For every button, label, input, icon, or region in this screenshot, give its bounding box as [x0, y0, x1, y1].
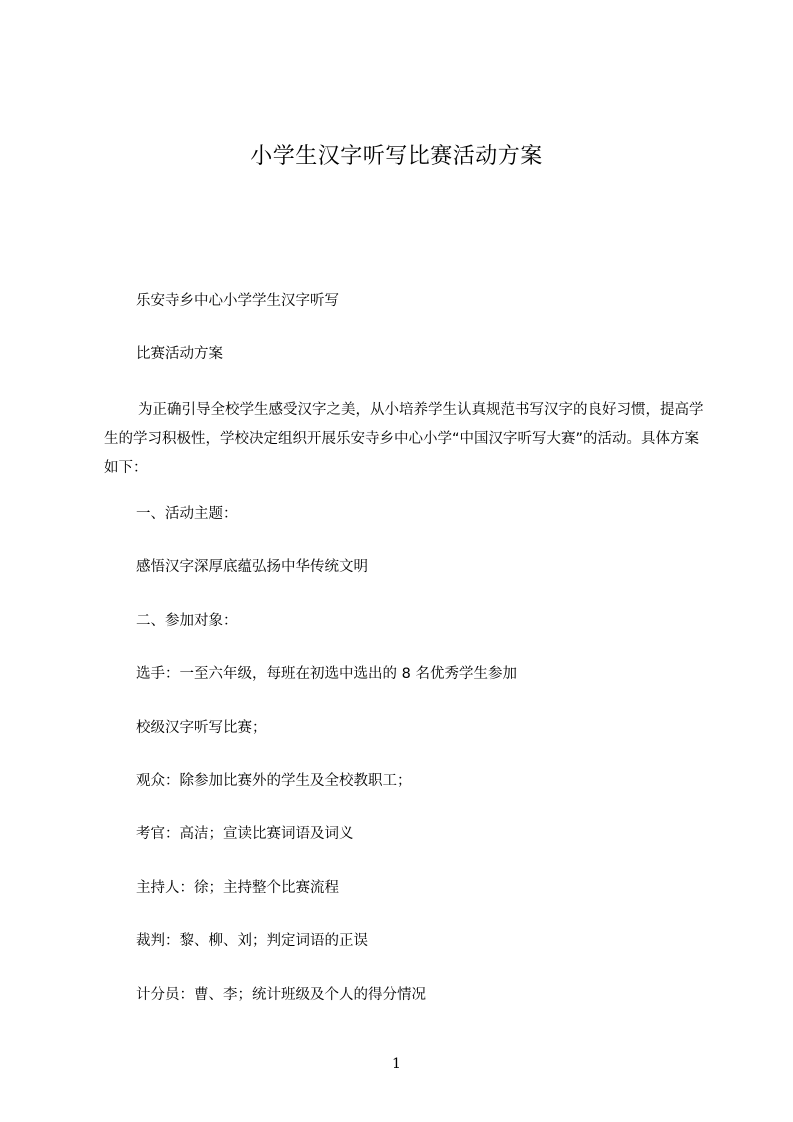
- examiner-line: 考官：高洁；宣读比赛词语及词义: [136, 826, 354, 842]
- section-2-heading: 二、参加对象：: [136, 613, 238, 629]
- heading-line-1: 乐安寺乡中心小学学生汉字听写: [136, 293, 339, 309]
- page-number: 1: [392, 1056, 401, 1072]
- audience-line: 观众：除参加比赛外的学生及全校教职工；: [136, 773, 412, 789]
- document-title: 小学生汉字听写比赛活动方案: [250, 144, 543, 169]
- players-line-2: 校级汉字听写比赛；: [136, 720, 267, 736]
- players-line-1: 选手：一至六年级，每班在初选中选出的 8 名优秀学生参加: [136, 666, 517, 682]
- judges-line: 裁判：黎、柳、刘；判定词语的正误: [136, 933, 368, 949]
- host-line: 主持人：徐；主持整个比赛流程: [136, 880, 339, 896]
- scorers-line: 计分员：曹、李；统计班级及个人的得分情况: [136, 987, 426, 1003]
- intro-paragraph: 为正确引导全校学生感受汉字之美，从小培养学生认真规范书写汉字的良好习惯，提高学生的学习积极性，学校决定组织开展乐安寺乡中心小学“中国汉字听写大赛”的活动。具体方案如下：: [104, 402, 704, 476]
- section-1-heading: 一、活动主题：: [136, 506, 238, 522]
- section-1-text: 感悟汉字深厚底蕴弘扬中华传统文明: [136, 559, 368, 575]
- heading-line-2: 比赛活动方案: [136, 346, 223, 362]
